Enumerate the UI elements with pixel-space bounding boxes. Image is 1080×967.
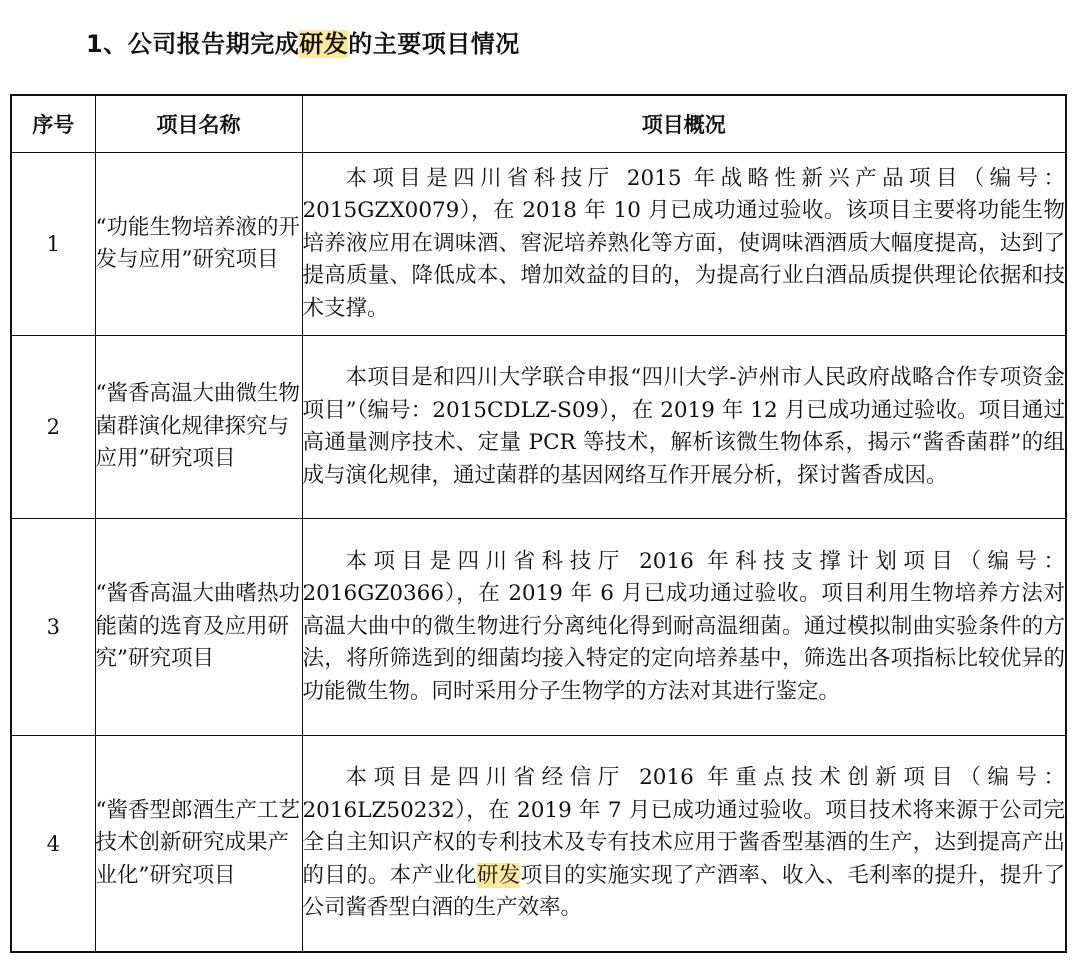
project-description: 本项目是四川省科技厅 2016 年科技支撑计划项目（编号：2016GZ0366），在 2019 年 6 月已成功通过验收。项目利用生物培养方法对高温大曲中的微生物进行分离纯化得到耐高温细菌。通过模拟制曲实验条件的方法，将所筛选到的细菌均接入特定的定向培养基中，筛选出各项指标比较优异的功能微生物。同时采用分子生物学的方法对其进行鉴定。 bbox=[302, 519, 1066, 736]
table-row bbox=[11, 519, 1066, 736]
header-no: 序号 bbox=[11, 95, 95, 153]
row-number: 2 bbox=[11, 336, 95, 519]
table-header-row bbox=[11, 95, 1066, 153]
project-description: 本项目是和四川大学联合申报“四川大学-泸州市人民政府战略合作专项资金项目”（编号：2015CDLZ-S09），在 2019 年 12 月已成功通过验收。项目通过高通量测序技术、定量 PCR 等技术，解析该微生物体系，揭示“酱香菌群”的组成与演化规律，通过菌群的基因网络互作开展分析，探讨酱香成因。 bbox=[302, 336, 1066, 519]
heading-highlight: 研发 bbox=[299, 30, 349, 58]
heading-prefix: 1、公司报告期完成 bbox=[86, 30, 300, 58]
project-name: “酱香型郎酒生产工艺技术创新研究成果产业化”研究项目 bbox=[95, 736, 302, 953]
row-number: 1 bbox=[11, 153, 95, 336]
project-name: “酱香高温大曲嗜热功能菌的选育及应用研究”研究项目 bbox=[95, 519, 302, 736]
table-row bbox=[11, 153, 1066, 336]
row-number: 3 bbox=[11, 519, 95, 736]
project-name: “酱香高温大曲微生物菌群演化规律探究与应用”研究项目 bbox=[95, 336, 302, 519]
table-row bbox=[11, 336, 1066, 519]
description-highlight: 研发 bbox=[476, 862, 521, 888]
table-row bbox=[11, 736, 1066, 953]
header-name: 项目名称 bbox=[95, 95, 302, 153]
description-text: 项目的实施实现了产酒率、收入、毛利率的提升，提升了公司酱香型白酒的生产效率。 bbox=[302, 862, 1065, 921]
project-name: “功能生物培养液的开发与应用”研究项目 bbox=[95, 153, 302, 336]
projects-table bbox=[10, 94, 1067, 953]
description-text: 本项目是四川省经信厅 2016 年重点技术创新项目（编号：2016LZ50232），在 2019 年 7 月已成功通过验收。项目技术将来源于公司完全自主知识产权的专利技术及专有技术应用于酱香型基酒的生产，达到提高产出的目的。本产业化 bbox=[302, 765, 1065, 888]
header-desc: 项目概况 bbox=[302, 95, 1066, 153]
project-description: 本项目是四川省科技厅 2015 年战略性新兴产品项目（编号：2015GZX0079），在 2018 年 10 月已成功通过验收。该项目主要将功能生物培养液应用在调味酒、窖泥培养熟化等方面，使调味酒酒质大幅度提高，达到了提高质量、降低成本、增加效益的目的，为提高行业白酒品质提供理论依据和技术支撑。 bbox=[302, 153, 1066, 336]
section-heading bbox=[86, 22, 520, 66]
row-number: 4 bbox=[11, 736, 95, 953]
heading-suffix: 的主要项目情况 bbox=[348, 30, 520, 58]
project-description bbox=[302, 736, 1066, 953]
